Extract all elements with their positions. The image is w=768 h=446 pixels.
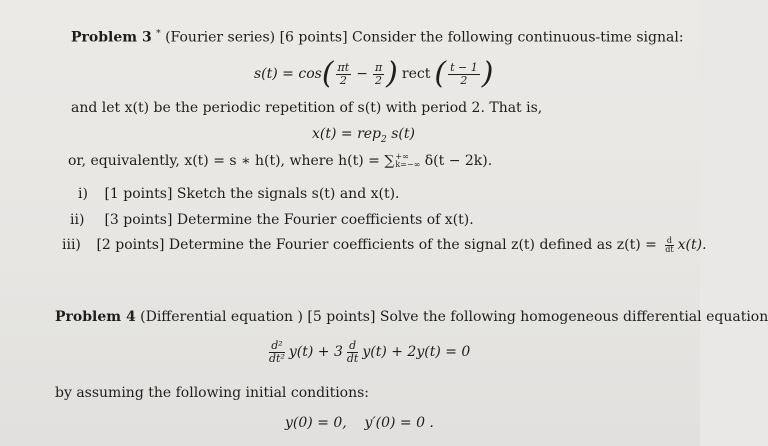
d-den: dt bbox=[346, 351, 359, 365]
item3-tail: x(t). bbox=[677, 237, 707, 253]
item-number: iii) bbox=[62, 237, 81, 253]
d-num: d bbox=[349, 338, 357, 352]
eq-part2: y(t) + 2y(t) = 0 bbox=[362, 344, 471, 360]
problem3-asterisk: * bbox=[156, 29, 161, 39]
frac3-den: 2 bbox=[460, 73, 468, 87]
sum-sup: +∞ bbox=[395, 152, 409, 161]
rect-function: rect bbox=[401, 66, 431, 82]
sum-sub: k=−∞ bbox=[395, 160, 421, 169]
sum-limits bbox=[395, 153, 420, 169]
rep-equation bbox=[312, 125, 415, 149]
assume-text: by assuming the following initial conditions: bbox=[55, 385, 370, 401]
diff-equation bbox=[265, 335, 470, 369]
rep-sub: 2 bbox=[381, 134, 387, 145]
paren-open-1: ( bbox=[321, 56, 334, 91]
d2-den: dt² bbox=[269, 351, 285, 365]
deriv-num: d bbox=[666, 235, 673, 245]
conv-pre: or, equivalently, x(t) = s ∗ h(t), where h(t) = ∑ bbox=[68, 153, 395, 169]
paren-open-2: ( bbox=[434, 56, 447, 91]
frac2-den: 2 bbox=[375, 73, 383, 87]
frac-pi-t-over-2 bbox=[336, 62, 352, 87]
item-text: [1 points] Sketch the signals s(t) and x(t). bbox=[104, 186, 400, 202]
second-derivative-frac bbox=[267, 340, 287, 365]
signal-lhs: s(t) = cos bbox=[254, 66, 322, 82]
rep-tail: s(t) bbox=[386, 126, 415, 142]
frac3-num: t − 1 bbox=[450, 60, 478, 74]
item-text: [3 points] Determine the Fourier coefficients of x(t). bbox=[104, 212, 474, 228]
problem3-subtitle: (Fourier series) [6 points] Consider the following continuous-time signal: bbox=[165, 29, 684, 46]
frac-pi-over-2 bbox=[373, 62, 384, 87]
problem4-header bbox=[55, 308, 768, 326]
list-item bbox=[70, 211, 474, 229]
eq-part1: y(t) + 3 bbox=[288, 344, 343, 360]
item-number: ii) bbox=[70, 212, 85, 228]
frac1-num: πt bbox=[337, 60, 350, 74]
list-item bbox=[78, 185, 400, 203]
paren-close-2: ) bbox=[481, 56, 494, 91]
minus-sign: − bbox=[356, 66, 368, 82]
conv-post: δ(t − 2k). bbox=[420, 153, 493, 169]
derivative-frac bbox=[663, 237, 675, 254]
paren-close-1: ) bbox=[386, 56, 398, 91]
deriv-den: dt bbox=[665, 244, 674, 254]
problem3-header bbox=[71, 25, 684, 47]
initial-conditions: y(0) = 0, y′(0) = 0 . bbox=[285, 415, 434, 431]
problem4-heading: Problem 4 bbox=[55, 309, 136, 325]
frac1-den: 2 bbox=[339, 73, 347, 87]
item-number: i) bbox=[78, 186, 88, 202]
periodic-text: and let x(t) be the periodic repetition of s(t) with period 2. That is, bbox=[71, 100, 543, 116]
problem3-heading: Problem 3 bbox=[71, 29, 152, 46]
d2-num: d² bbox=[271, 338, 283, 352]
first-derivative-frac bbox=[345, 340, 360, 365]
frac2-num: π bbox=[374, 60, 383, 74]
signal-equation bbox=[254, 57, 493, 91]
frac-t-minus-1-over-2 bbox=[448, 62, 480, 87]
item-text: [2 points] Determine the Fourier coefficients of the signal z(t) defined as z(t) = bbox=[96, 237, 662, 253]
convolution-text bbox=[68, 152, 492, 170]
list-item bbox=[62, 236, 707, 254]
rep-lhs: x(t) = rep bbox=[312, 126, 382, 142]
problem4-subtitle: (Differential equation ) [5 points] Solve the following homogeneous differential equation bbox=[140, 309, 768, 325]
